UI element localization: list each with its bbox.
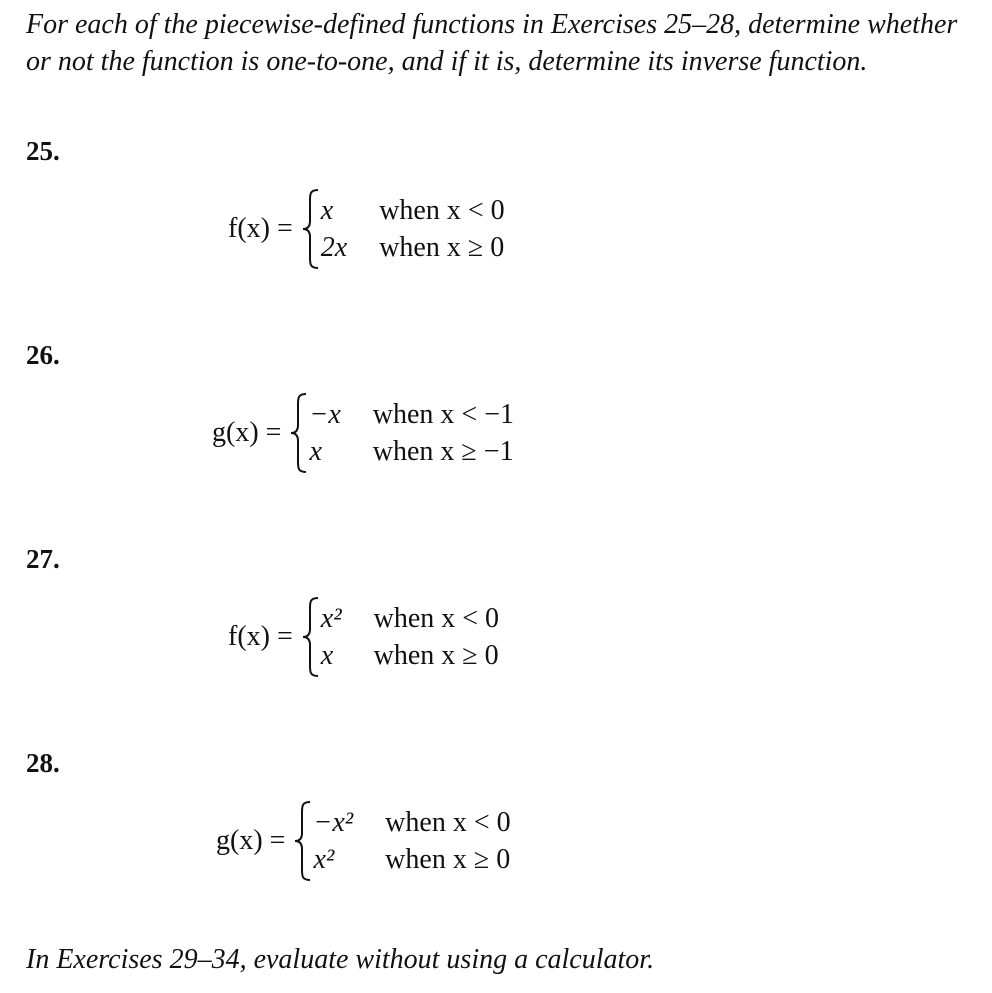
exercise-25-cases — [321, 192, 505, 266]
case-expression: x² — [320, 603, 342, 634]
case-expression: x — [320, 640, 334, 671]
left-brace-icon — [301, 595, 321, 679]
exercise-27-lhs: f(x) = — [228, 621, 293, 652]
exercise-28-cases — [313, 804, 510, 878]
case-condition: when x ≥ 0 — [385, 844, 511, 875]
case-condition: when x < −1 — [372, 399, 515, 430]
exercise-28-lhs: g(x) = — [216, 825, 286, 856]
next-section-instructions: In Exercises 29–34, evaluate without using a calculator. — [26, 944, 655, 975]
case-expression: 2x — [320, 232, 348, 263]
case-condition: when x ≥ 0 — [379, 232, 505, 263]
case-condition: when x ≥ 0 — [373, 640, 499, 671]
case-condition: when x < 0 — [379, 195, 505, 226]
case-condition: when x ≥ −1 — [372, 436, 514, 467]
exercise-25-equation — [228, 187, 505, 271]
exercise-26-number: 26. — [26, 340, 60, 370]
left-brace-icon — [293, 799, 313, 883]
exercise-25-lhs: f(x) = — [228, 213, 293, 244]
instructions-paragraph: For each of the piecewise-defined functions in Exercises 25–28, determine whether or not the function is one-to-one, and if it is, determine its inverse function. — [26, 9, 958, 77]
case-expression: x — [309, 436, 322, 467]
exercise-28-equation — [216, 799, 511, 883]
exercise-26-lhs: g(x) = — [212, 417, 282, 448]
case-condition: when x < 0 — [385, 807, 511, 838]
exercise-27-number: 27. — [26, 544, 60, 574]
exercise-27-cases — [321, 600, 499, 674]
left-brace-icon — [301, 187, 321, 271]
case-expression: −x² — [313, 807, 354, 838]
exercise-27-equation — [228, 595, 499, 679]
exercise-26-cases — [309, 396, 514, 470]
case-expression: x² — [313, 844, 335, 875]
case-expression: −x — [309, 399, 341, 430]
exercise-26-equation — [212, 391, 514, 475]
exercise-25-number: 25. — [26, 136, 60, 166]
case-expression: x — [320, 195, 334, 226]
left-brace-icon — [289, 391, 309, 475]
case-condition: when x < 0 — [373, 603, 500, 634]
exercise-28-number: 28. — [26, 748, 60, 778]
